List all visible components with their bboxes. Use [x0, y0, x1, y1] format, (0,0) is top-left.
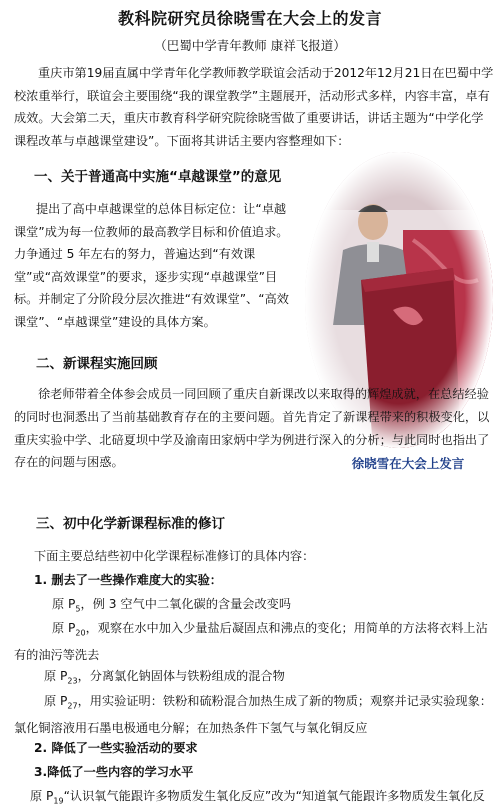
photo-caption: 徐晓雪在大会上发言	[351, 456, 465, 471]
item-3: 原 $P_{23}$，分离氯化钠固体与铁粉组成的混合物	[44, 669, 285, 686]
section-2-body: 徐老师带着全体参会成员一同回顾了重庆自新课改以来取得的辉煌成就，在总结经验的同时也洞悉出了当前基础教育存在的主要问题。首先肯定了新课程带来的积极变化，以重庆实验中学、北碚夏坝中学及渝南田家炳中学为例进行深入的分析；与此同时也指出了存在的问题与困惑。	[14, 387, 490, 470]
section-2-heading: 二、新课程实施回顾	[36, 356, 158, 372]
item-2: 原 $P_{20}$，观察在水中加入少量盐后凝固点和沸点的变化；用简单的方法将衣料上沾有的油污等洗去	[14, 621, 488, 663]
item-1: 原 $P_5$，例 3 空气中二氧化碳的含量会改变吗	[52, 597, 292, 614]
item-4: 原 $P_{27}$，用实验证明：铁粉和硫粉混合加热生成了新的物质；观察并记录实验现象：氯化铜溶液用石墨电极通电分解；在加热条件下氢气与氧化铜反应	[14, 694, 492, 736]
article-subtitle: （巴蜀中学青年教师 康祥飞报道）	[154, 38, 346, 53]
section-3-heading: 三、初中化学新课程标准的修订	[36, 516, 225, 532]
article-title: 教科院研究员徐晓雪在大会上的发言	[117, 9, 382, 28]
section-1-heading: 一、关于普通高中实施“卓越课堂”的意见	[34, 169, 282, 185]
item-5: 原 $P_{19}“$认识氧气能跟许多物质发生氧化反应”改为“知道氧气能跟许多物质发生氧化反	[30, 789, 485, 806]
section-3-sub-2: 2. 降低了一些实验活动的要求	[34, 741, 198, 755]
section-3-sub-1: 1. 删去了一些操作难度大的实验：	[34, 573, 222, 587]
section-3-sub-3: 3.降低了一些内容的学习水平	[34, 765, 194, 779]
section-3-intro: 下面主要总结些初中化学课程标准修订的具体内容：	[34, 549, 315, 563]
intro-paragraph: 重庆市第19届直属中学青年化学教师教学联谊会活动于2012年12月21日在巴蜀中学校浓重举行，联谊会主要围绕“我的课堂教学”主题展开，活动形式多样，内容丰富，卓有成效。大会第二天，重庆市教育科学研究院徐晓雪做了重要讲话，讲话主题为“中学化学课程改革与卓越课堂建设”。下面将其讲话主要内容整理如下：	[14, 66, 494, 148]
section-1-body: 提出了高中卓越课堂的总体目标定位：让“卓越课堂”成为每一位教师的最高教学目标和价值追求。力争通过 5 年左右的努力，普遍达到“有效课堂”或“高效课堂”的要求，逐步实现“卓越课堂”目标。并制定了分阶段分层次推进“有效课堂”、“高效课堂”、“卓越课堂”建设的具体方案。	[14, 202, 289, 329]
